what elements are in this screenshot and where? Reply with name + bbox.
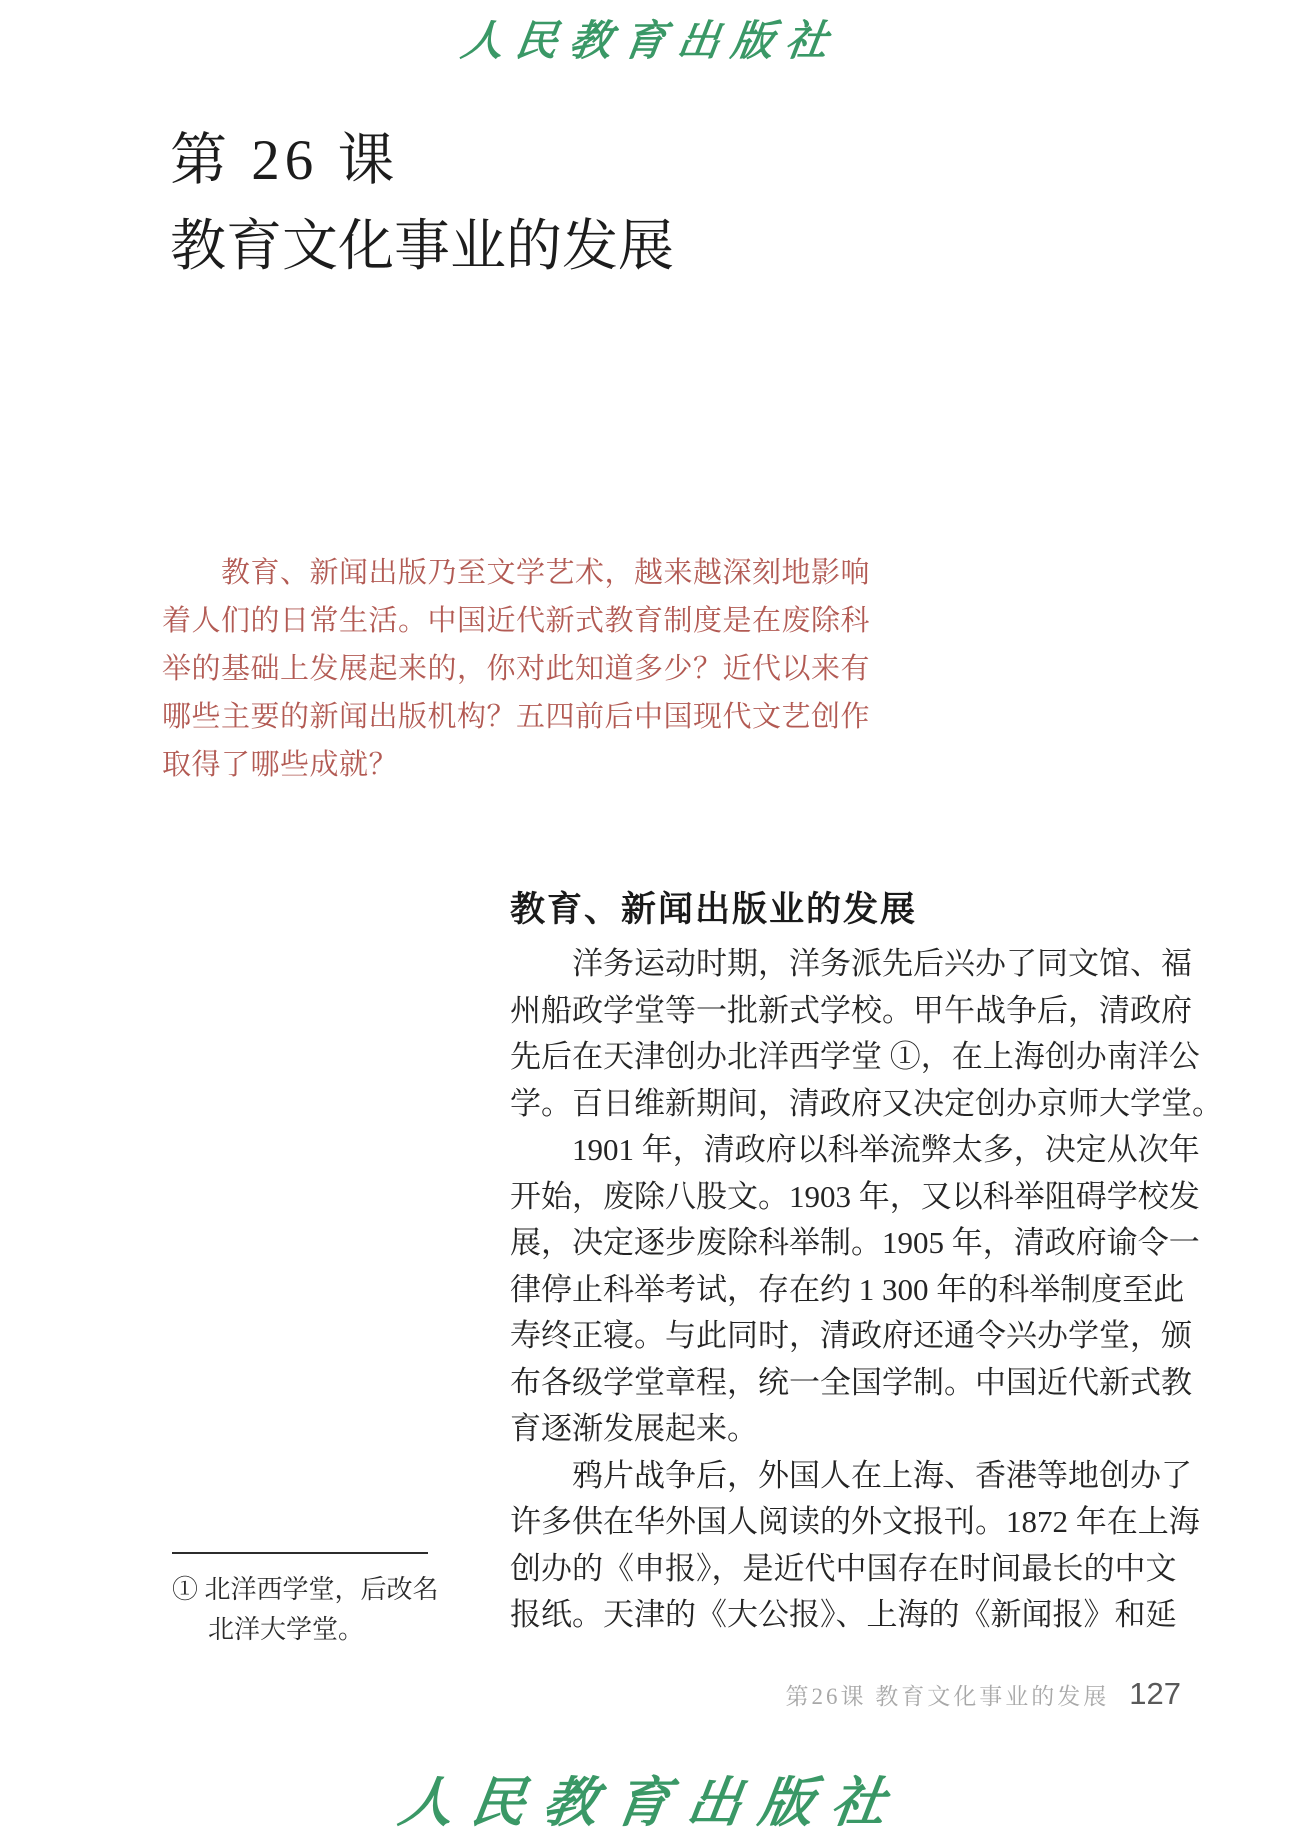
body-text-column	[510, 941, 1223, 1639]
text-line: 哪些主要的新闻出版机构？五四前后中国现代文艺创作	[162, 701, 871, 733]
lesson-title-block	[170, 126, 674, 280]
text-line: 鸦片战争后，外国人在上海、香港等地创办了	[510, 1457, 1192, 1493]
text-line: 1901 年，清政府以科举流弊太多，决定从次年	[510, 1132, 1200, 1167]
publisher-logo-bottom	[0, 1760, 1303, 1837]
text-line: 取得了哪些成就？	[162, 749, 399, 781]
publisher-logo-text: 人民教育出版社	[394, 1770, 908, 1834]
text-line: 先后在天津创办北洋西学堂 ①，在上海创办南洋公	[510, 1039, 1200, 1074]
text-line: ① 北洋西学堂，后改名	[172, 1575, 439, 1604]
text-line: 开始，废除八股文。1903 年，又以科举阻碍学校发	[510, 1178, 1200, 1214]
text-line: 育逐渐发展起来。	[510, 1411, 758, 1446]
publisher-logo-top	[0, 8, 1303, 68]
lesson-number: 第 26 课	[170, 129, 400, 192]
text-line: 报纸。天津的《大公报》、上海的《新闻报》和延	[510, 1597, 1177, 1632]
running-head: 第26课 教育文化事业的发展	[785, 1684, 1110, 1709]
text-line: 寿终正寝。与此同时，清政府还通令兴办学堂，颁	[510, 1318, 1192, 1353]
publisher-logo-text: 人民教育出版社	[458, 16, 844, 65]
text-line: 布各级学堂章程，统一全国学制。中国近代新式教	[510, 1364, 1192, 1400]
text-line: 州船政学堂等一批新式学校。甲午战争后，清政府	[510, 992, 1192, 1028]
page-footer	[786, 1676, 1181, 1712]
footnote-text	[172, 1570, 452, 1650]
text-line: 学。百日维新期间，清政府又决定创办京师大学堂。	[510, 1085, 1223, 1121]
text-line: 律停止科举考试，存在约 1 300 年的科举制度至此	[510, 1271, 1185, 1307]
text-line: 举的基础上发展起来的，你对此知道多少？近代以来有	[162, 653, 871, 685]
footnote-block	[172, 1552, 452, 1650]
text-line: 展，决定逐步废除科举制。1905 年，清政府谕令一	[510, 1225, 1200, 1260]
section-heading: 教育、新闻出版业的发展	[510, 890, 918, 929]
footnote-divider	[172, 1552, 428, 1554]
lesson-title: 教育文化事业的发展	[170, 216, 674, 278]
page-number: 127	[1129, 1676, 1181, 1711]
text-line: 北洋大学堂。	[208, 1615, 365, 1644]
lesson-intro	[162, 549, 871, 789]
text-line: 洋务运动时期，洋务派先后兴办了同文馆、福	[510, 946, 1192, 981]
text-line: 许多供在华外国人阅读的外文报刊。1872 年在上海	[510, 1504, 1200, 1539]
text-line: 教育、新闻出版乃至文学艺术，越来越深刻地影响	[162, 557, 871, 589]
text-line: 着人们的日常生活。中国近代新式教育制度是在废除科	[162, 605, 871, 637]
text-line: 创办的《申报》，是近代中国存在时间最长的中文	[510, 1550, 1177, 1586]
